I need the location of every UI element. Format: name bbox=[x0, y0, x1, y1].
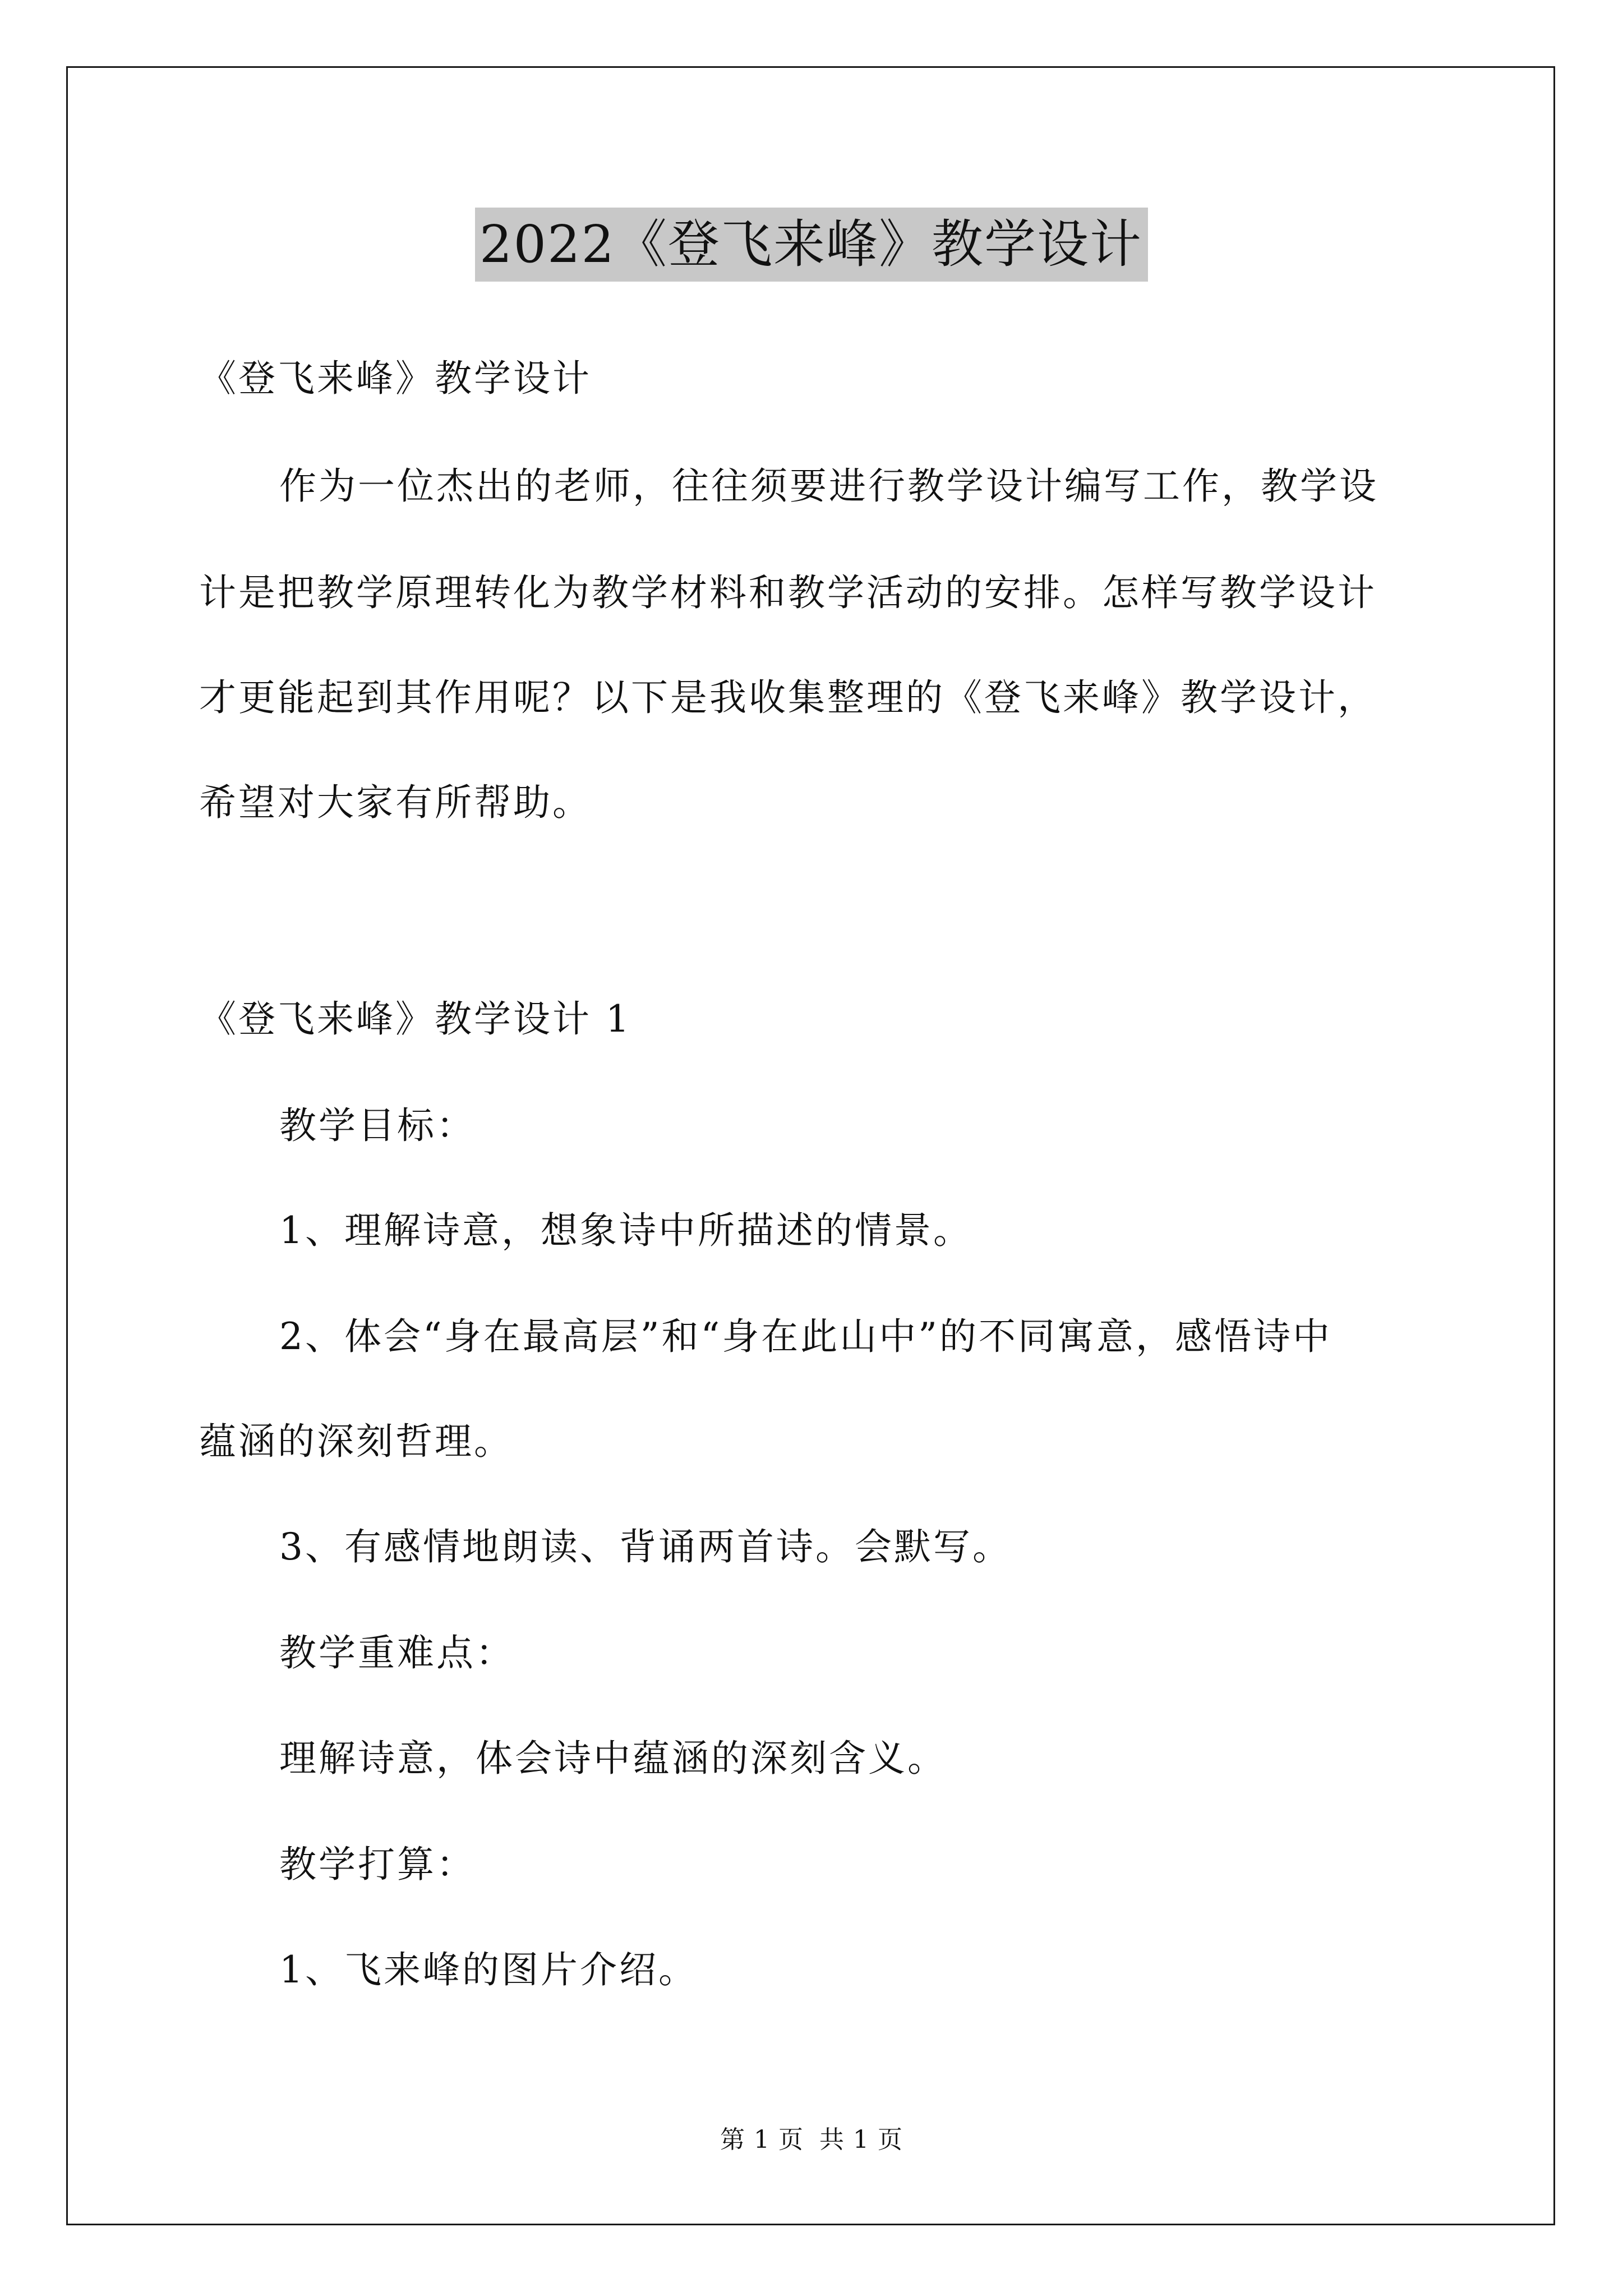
page-number: 第 1 页 bbox=[720, 2125, 804, 2154]
goal-2-line-1: 2、体会“身在最高层”和“身在此山中”的不同寓意，感悟诗中 bbox=[279, 1315, 1332, 1358]
goal-2-line-2: 蕴涵的深刻哲理。 bbox=[199, 1420, 513, 1463]
section-heading: 《登飞来峰》教学设计 1 bbox=[199, 997, 631, 1041]
intro-line-1: 作为一位杰出的老师，往往须要进行教学设计编写工作，教学设 bbox=[279, 464, 1378, 508]
goal-1: 1、理解诗意，想象诗中所描述的情景。 bbox=[279, 1209, 972, 1252]
page-footer bbox=[0, 2123, 1623, 2157]
key-points-text: 理解诗意，体会诗中蕴涵的深刻含义。 bbox=[279, 1737, 947, 1780]
key-points-heading: 教学重难点： bbox=[279, 1631, 515, 1674]
preparation-item-1: 1、飞来峰的图片介绍。 bbox=[279, 1948, 698, 1991]
goals-heading: 教学目标： bbox=[279, 1104, 476, 1147]
intro-line-4: 希望对大家有所帮助。 bbox=[199, 781, 592, 824]
document-subtitle: 《登飞来峰》教学设计 bbox=[199, 357, 592, 400]
preparation-heading: 教学打算： bbox=[279, 1843, 476, 1886]
document-title: 2022《登飞来峰》教学设计 bbox=[475, 208, 1148, 282]
goal-3: 3、有感情地朗读、背诵两首诗。会默写。 bbox=[279, 1525, 1012, 1568]
intro-line-2: 计是把教学原理转化为教学材料和教学活动的安排。怎样写教学设计 bbox=[199, 571, 1377, 614]
title-container bbox=[0, 208, 1623, 282]
intro-line-3: 才更能起到其作用呢？以下是我收集整理的《登飞来峰》教学设计， bbox=[199, 676, 1377, 719]
page-total: 共 1 页 bbox=[819, 2125, 903, 2154]
